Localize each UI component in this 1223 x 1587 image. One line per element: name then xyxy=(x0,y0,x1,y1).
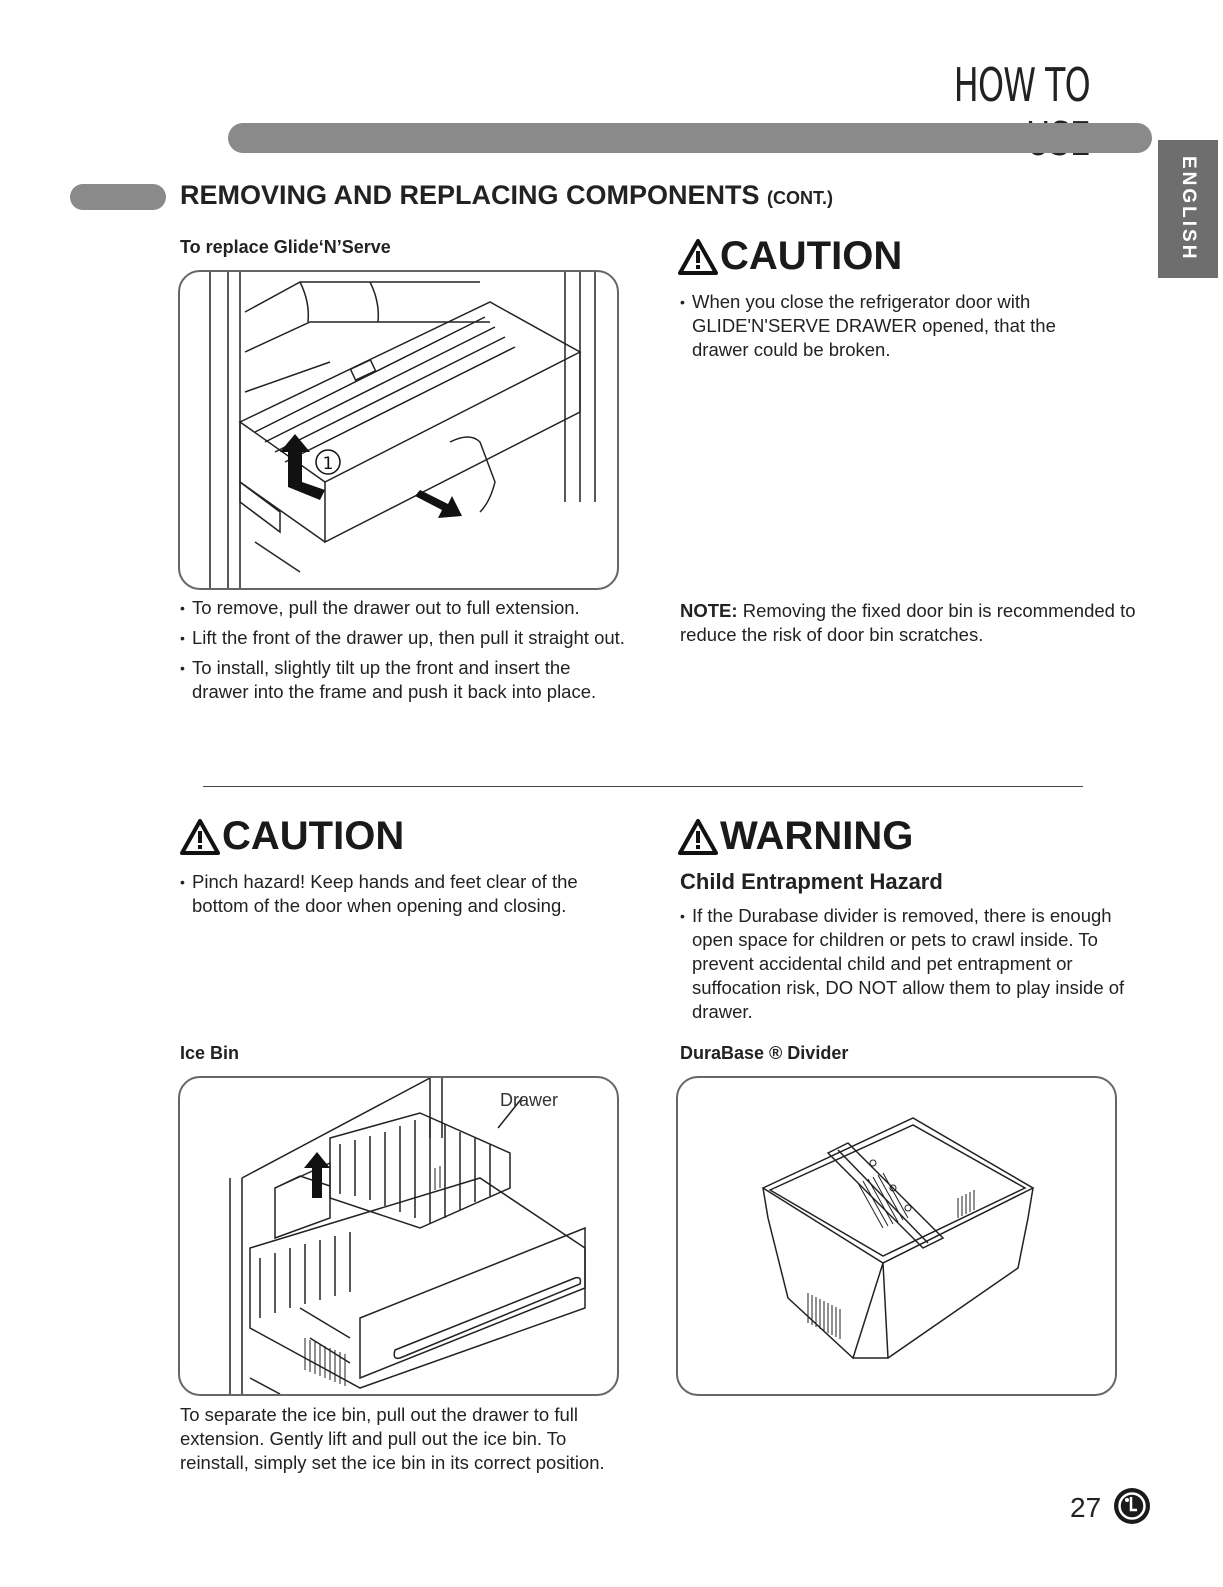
caution-top-list xyxy=(680,290,1060,368)
ice-bin-subhead: Ice Bin xyxy=(180,1043,240,1063)
caution-top-title: CAUTION xyxy=(720,234,903,278)
note-paragraph xyxy=(680,599,1150,647)
caution-bottom-bullet: • Pinch hazard! Keep hands and feet clear of the bottom of the door when opening and closing. xyxy=(180,870,620,918)
language-tab-label: ENGLISH xyxy=(1178,156,1199,262)
language-tab xyxy=(1158,140,1218,278)
warning-subtitle: Child Entrapment Hazard xyxy=(680,869,943,894)
section-divider xyxy=(203,786,1083,787)
ice-bin-text: To separate the ice bin, pull out the drawer to full extension. Gently lift and pull out the ice bin. To reinstall, simply set the ice bin in its correct position. xyxy=(180,1404,605,1473)
callout-number: 1 xyxy=(322,454,334,474)
section-title-text: REMOVING AND REPLACING COMPONENTS xyxy=(180,180,760,210)
glide-drawer-illustration xyxy=(180,272,617,588)
warning-list xyxy=(680,904,1150,1030)
warning-triangle-icon xyxy=(678,239,718,275)
glide-step-2: • Lift the front of the drawer up, then pull it straight out. xyxy=(180,626,625,650)
caution-bottom-title: CAUTION xyxy=(222,814,405,858)
glide-step-1: • To remove, pull the drawer out to full extension. xyxy=(180,596,625,620)
pull-arrow-icon xyxy=(415,490,462,518)
ice-bin-illustration xyxy=(180,1078,617,1394)
page-number: 27 xyxy=(1070,1492,1102,1523)
durabase-figure xyxy=(676,1076,1117,1396)
caution-bottom-heading xyxy=(180,814,404,859)
page-header-title: HOW TO xyxy=(953,58,1090,112)
warning-bullet: • If the Durabase divider is removed, there is enough open space for children or pets to crawl inside. To prevent accidental child and pet entrapment or suffocation risk, DO NOT allow them to play inside of drawer. xyxy=(680,904,1150,1024)
warning-triangle-icon xyxy=(180,819,220,855)
glide-figure xyxy=(178,270,619,590)
ice-bin-figure xyxy=(178,1076,619,1396)
glide-step-3: • To install, slightly tilt up the front and insert the drawer into the frame and push it back into place. xyxy=(180,656,625,704)
section-title-suffix: (CONT.) xyxy=(767,188,834,208)
warning-heading xyxy=(678,814,913,859)
section-title xyxy=(180,180,833,211)
lift-up-arrow-icon xyxy=(304,1152,330,1198)
glide-instructions xyxy=(180,596,625,710)
warning-title: WARNING xyxy=(720,814,914,858)
durabase-subhead: DuraBase ® Divider xyxy=(680,1043,849,1063)
drawer-label: Drawer xyxy=(500,1090,559,1110)
note-label: NOTE: xyxy=(680,600,738,621)
header-bar xyxy=(228,123,1152,153)
section-pill xyxy=(70,184,166,210)
warning-triangle-icon xyxy=(678,819,718,855)
glide-subhead: To replace Glide‘N’Serve xyxy=(180,237,391,257)
caution-top-bullet: • When you close the refrigerator door with GLIDE'N'SERVE DRAWER opened, that the drawer could be broken. xyxy=(680,290,1060,362)
caution-top-heading xyxy=(678,234,902,279)
durabase-divider-illustration xyxy=(678,1078,1115,1394)
caution-bottom-list xyxy=(180,870,620,924)
note-text: Removing the fixed door bin is recommended to reduce the risk of door bin scratches. xyxy=(680,600,1136,645)
lg-logo-icon xyxy=(1112,1486,1152,1526)
